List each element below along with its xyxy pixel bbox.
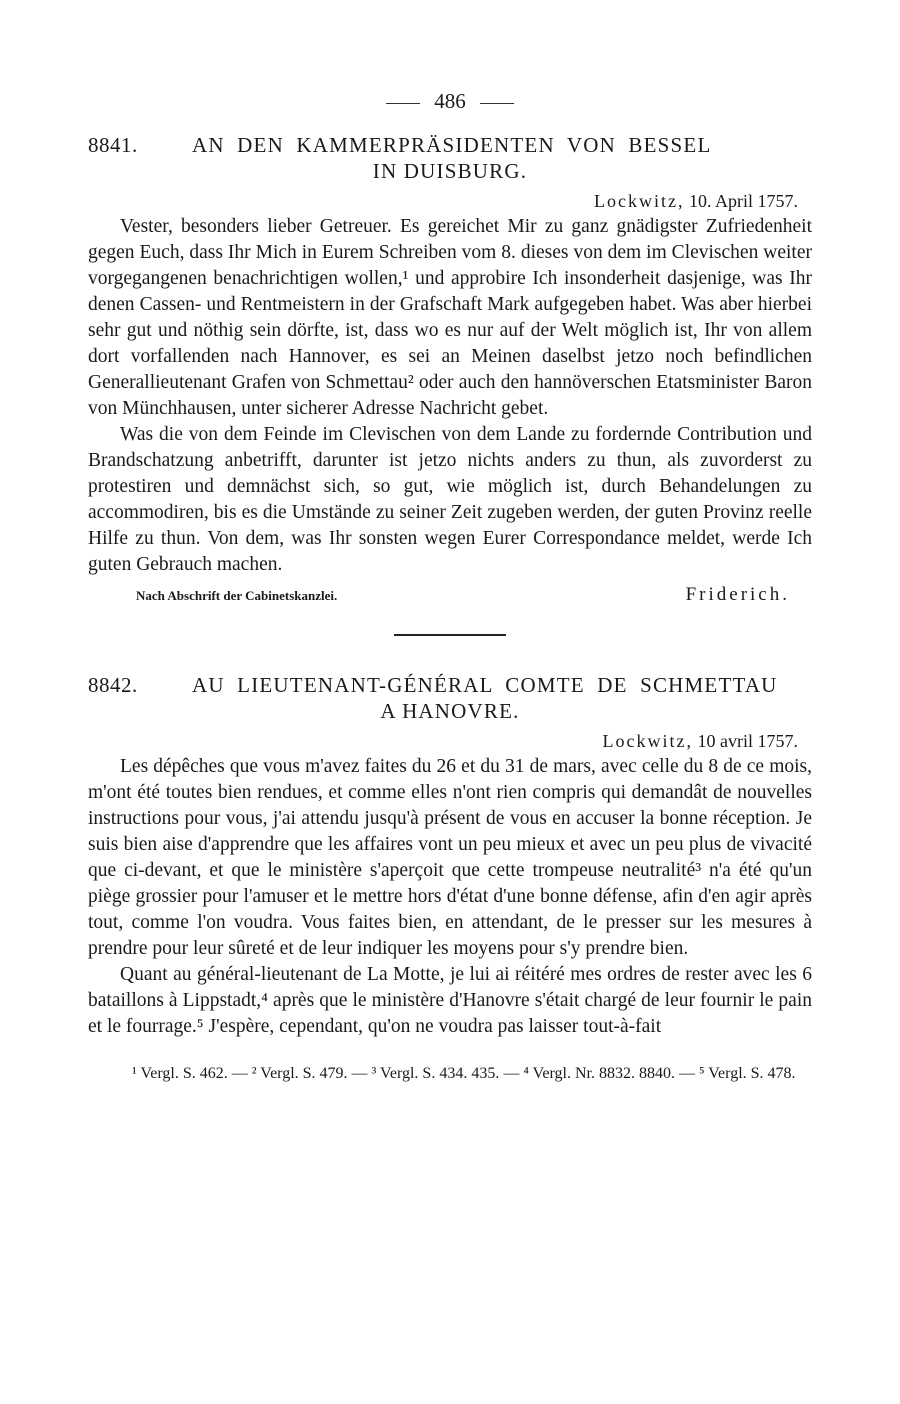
page-number-dash-left (386, 103, 420, 104)
body-paragraph: Vester, besonders lieber Getreuer. Es gereichet Mir zu ganz gnädigster Zufriedenheit gegen Euch, dass Ihr Mich in Eurem Schreiben vom 8. dieses von dem im Clevischen weiter vorgegangenen benachrichtigen wollen,¹ und approbire Ich insonderheit dasjenige, was Ihr denen Cassen- und Rentmeistern in der Grafschaft Mark aufgegeben habet. Was aber hierbei sehr gut und nöthig sein dörfte, ist, dass wo es nur auf der Welt möglich ist, Ihr von allem dort vorfallenden nach Hannover, es sei an Meinen daselbst jetzo noch befindlichen Generallieutenant Grafen von Schmettau² oder auch den hannöverschen Etatsminister Baron von Münchhausen, unter sicherer Adresse Nachricht gebet. (88, 216, 812, 419)
page-number-text: 486 (434, 89, 466, 113)
letter-title-line2: IN DUISBURG. (372, 159, 528, 183)
page-number-dash-right (480, 103, 514, 104)
letter-number: 8841. (88, 133, 138, 157)
footnote-text: ¹ Vergl. S. 462. — ² Vergl. S. 479. — ³ Vergl. S. 434. 435. — ⁴ Vergl. Nr. 8832. 8840. — ⁵ Vergl. S. 478. (132, 1065, 796, 1082)
letter-date (88, 728, 812, 754)
signature-row (88, 584, 812, 606)
page-number (88, 84, 812, 118)
date-place: Lockwitz, (602, 731, 693, 751)
letter-heading (88, 672, 812, 724)
letter-8841 (88, 132, 812, 606)
footnotes (88, 1062, 812, 1086)
body-paragraph: Was die von dem Feinde im Clevischen von dem Lande zu fordernde Contribution und Brandschatzung anbetrifft, darunter ist jetzo nichts anders zu thun, als zuvorderst zu protestiren und demnächst sich, so gut, wie möglich ist, durch Behandelungen zu accommodiren, bis es die Umstände zu seiner Zeit zugeben werden, der guten Provinz reelle Hilfe zu thun. Von dem, was Ihr sonsten wegen Eurer Correspondance meldet, werde Ich guten Gebrauch machen. (88, 424, 812, 575)
letter-title-line2: A HANOVRE. (380, 699, 520, 723)
letter-title-line1: AU LIEUTENANT-GÉNÉRAL COMTE DE SCHMETTAU (192, 673, 778, 697)
body-paragraph: Quant au général-lieutenant de La Motte, je lui ai réitéré mes ordres de rester avec les 6 bataillons à Lippstadt,⁴ après que le ministère d'Hanovre s'était chargé de leur fournir le pain et le fourrage.⁵ J'espère, cependant, qu'on ne voudra pas laisser tout-à-fait (88, 964, 812, 1037)
letter-title-line1: AN DEN KAMMERPRÄSIDENTEN VON BESSEL (192, 133, 712, 157)
letter-date (88, 188, 812, 214)
date-text: 10 avril 1757. (697, 731, 798, 751)
letter-body (88, 754, 812, 1040)
body-paragraph: Les dépêches que vous m'avez faites du 26 et du 31 de mars, avec celle du 8 de ce mois, m'ont été toutes bien rendues, et comme elles n'ont rien compris qui demandât de nouvelles instructions pour vous, j'ai attendu jusqu'à présent de vous en accuser la bonne réception. Je suis bien aise d'apprendre que les affaires vont un peu mieux et avec un peu plus de vivacité que ci-devant, et que le ministère s'aperçoit que cette trompeuse neutralité³ n'a été qu'un piège grossier pour l'amuser et le mettre hors d'état d'une bonne défense, afin d'en agir après tout, comme l'on voudra. Vous faites bien, en attendant, de le presser sur les mesures à prendre pour leur sûreté et de leur indiquer les moyens pour s'y prendre bien. (88, 756, 812, 959)
letter-body (88, 214, 812, 578)
date-place: Lockwitz, (594, 191, 685, 211)
document-page (88, 84, 812, 1086)
source-note: Nach Abschrift der Cabinetskanzlei. (136, 588, 338, 603)
letter-heading (88, 132, 812, 184)
section-divider (394, 634, 506, 636)
letter-number: 8842. (88, 673, 138, 697)
date-text: 10. April 1757. (688, 191, 798, 211)
letter-8842 (88, 672, 812, 1040)
signature: Friderich. (685, 584, 790, 605)
